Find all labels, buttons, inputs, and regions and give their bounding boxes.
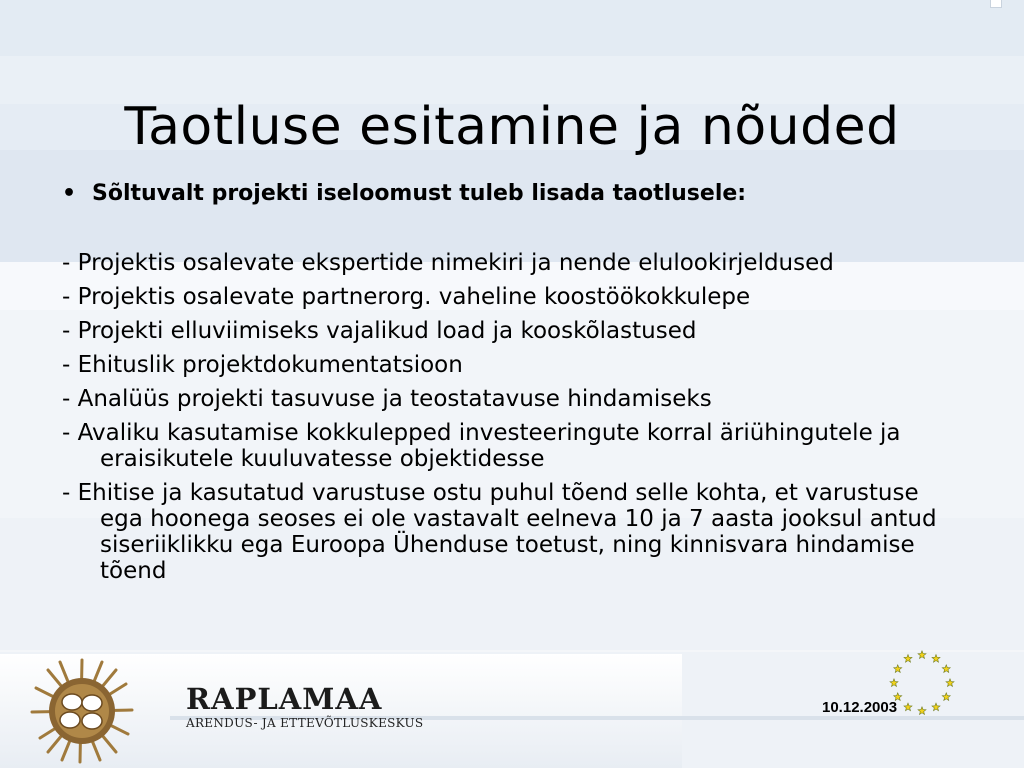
slide-date: 10.12.2003 — [822, 699, 898, 716]
list-item: - Ehitise ja kasutatud varustuse ostu puhul tõend selle kohta, et varustuse ega hoonega seoses ei ole vastavalt eelneva 10 ja 7 aasta jooksul antud siseriiklikku ega Euroopa Ühenduse toetust, ning kinnisvara hindamise tõend — [62, 480, 937, 584]
eu-star-icon — [894, 665, 902, 673]
list-item: - Avaliku kasutamise kokkulepped investeeringute korral äriühingutele ja eraisikutele kuuluvatesse objektidesse — [62, 420, 901, 472]
list-item: - Projektis osalevate partnerorg. vaheline koostöökokkulepe — [62, 284, 751, 310]
brand-block — [186, 684, 423, 730]
list-item: - Ehituslik projektdokumentatsioon — [62, 352, 463, 378]
eu-star-icon — [918, 707, 926, 715]
slide-title: Taotluse esitamine ja nõuded — [124, 96, 900, 157]
eu-star-icon — [932, 703, 940, 711]
eu-star-icon — [942, 693, 950, 701]
bullet-heading-text: Sõltuvalt projekti iseloomust tuleb lisada taotlusele: — [92, 181, 747, 206]
list-item: - Projektis osalevate ekspertide nimekiri ja nende elulookirjeldused — [62, 250, 834, 276]
nest-logo-icon — [30, 658, 134, 764]
eu-star-icon — [890, 679, 898, 687]
list-item: - Projekti elluviimiseks vajalikud load ja kooskõlastused — [62, 318, 697, 344]
eu-star-icon — [904, 703, 912, 711]
eu-star-icon — [946, 679, 954, 687]
list-item: - Analüüs projekti tasuvuse ja teostatavuse hindamiseks — [62, 386, 712, 412]
corner-mark — [990, 0, 1002, 8]
bullet-symbol: • — [62, 181, 77, 206]
eu-star-icon — [942, 665, 950, 673]
brand-name: RAPLAMAA — [186, 682, 383, 716]
brand-subtitle: ARENDUS- JA ETTEVÕTLUSKESKUS — [186, 716, 424, 730]
requirements-list — [62, 250, 962, 592]
eu-star-icon — [904, 655, 912, 663]
bullet-heading — [62, 181, 746, 206]
eu-star-icon — [918, 651, 926, 659]
eu-star-icon — [932, 655, 940, 663]
